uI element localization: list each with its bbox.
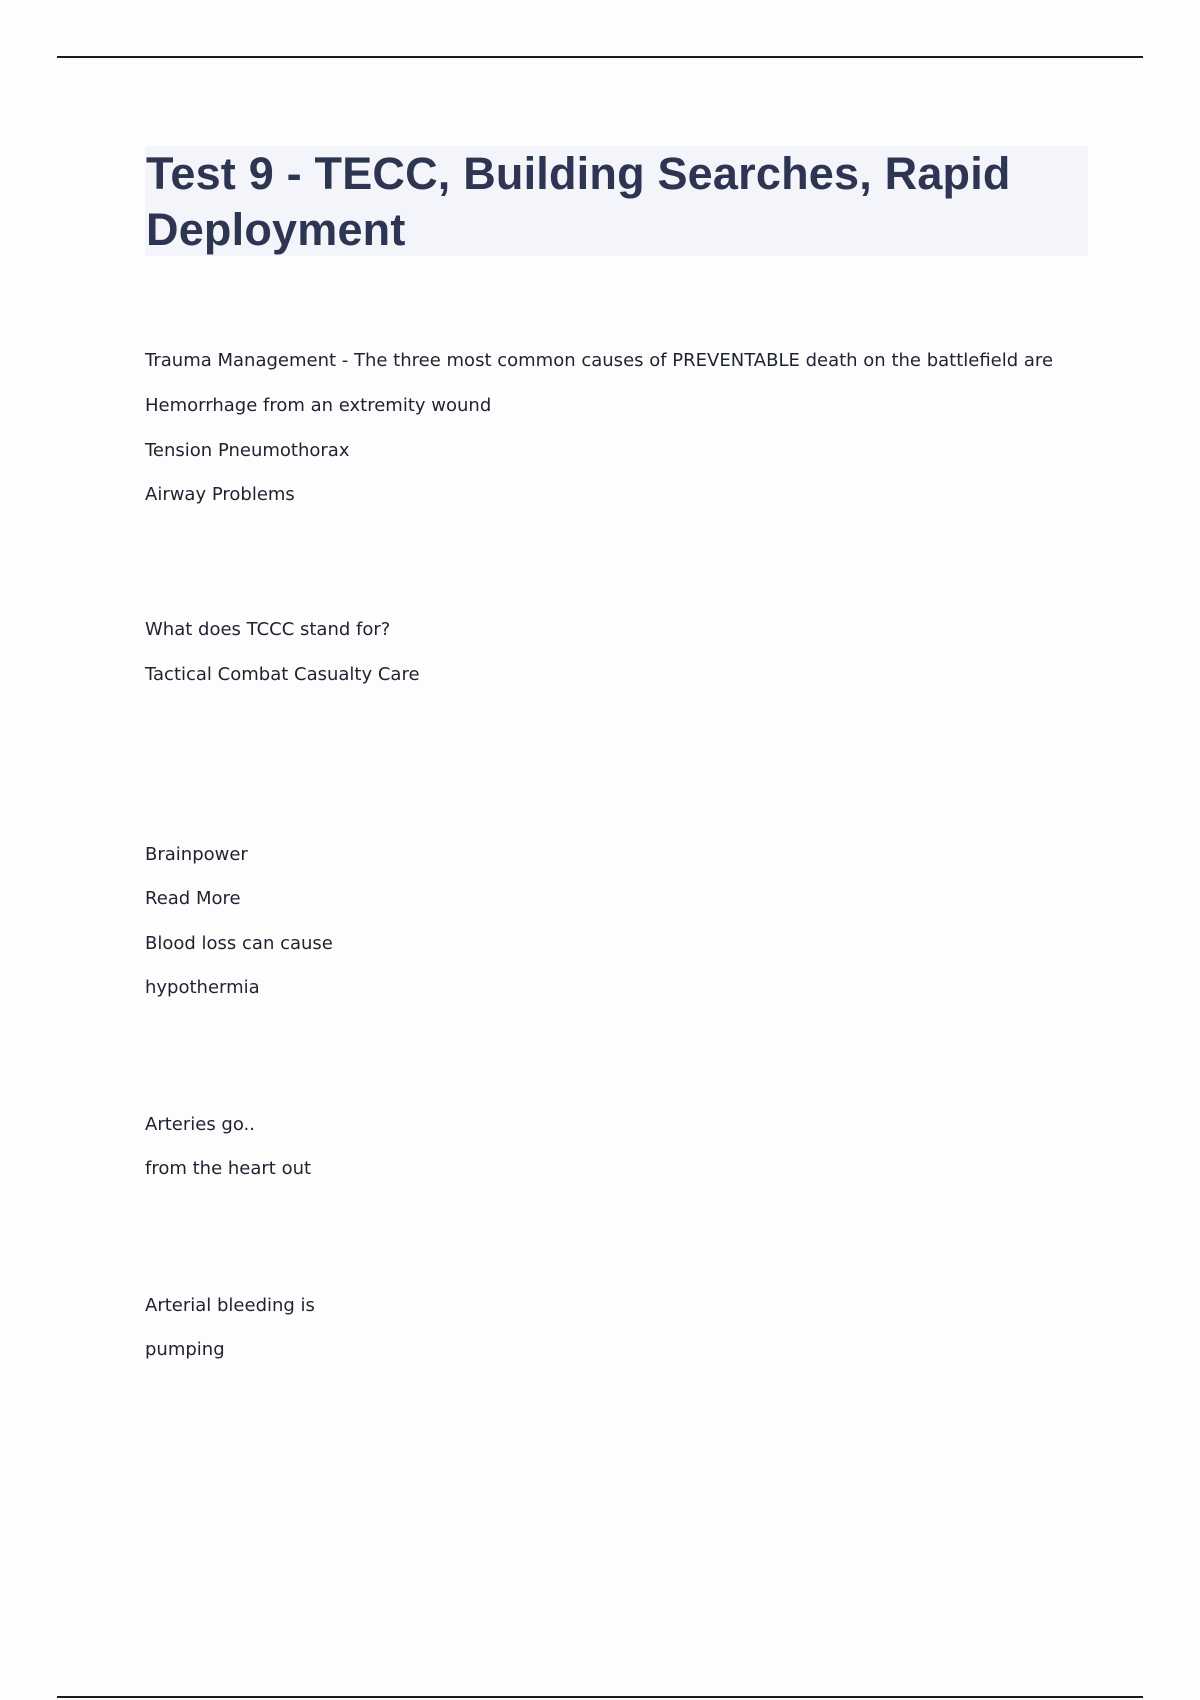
card-spacer — [145, 703, 1105, 838]
card-definition-line: Airway Problems — [145, 484, 295, 505]
card-definition-line: hypothermia — [145, 977, 260, 998]
card-term: Blood loss can cause — [145, 933, 333, 954]
header-rule — [57, 56, 1143, 58]
card-term: Arteries go.. — [145, 1114, 255, 1135]
read-more-link[interactable]: Read More — [145, 888, 241, 909]
card-term: Brainpower — [145, 844, 248, 865]
card-spacer — [145, 1197, 1105, 1289]
card-definition-line: Hemorrhage from an extremity wound — [145, 395, 492, 416]
card-term: Trauma Management - The three most common causes of PREVENTABLE death on the battlefield are — [145, 350, 1054, 371]
footer-rule — [57, 1696, 1143, 1698]
card-spacer — [145, 523, 1105, 613]
card-definition-line: from the heart out — [145, 1158, 312, 1179]
card-definition-line: pumping — [145, 1339, 225, 1360]
card-term: Arterial bleeding is — [145, 1295, 315, 1316]
flashcard-list — [145, 344, 1105, 1378]
card-definition-line: Tension Pneumothorax — [145, 440, 350, 461]
card-definition-line: Tactical Combat Casualty Care — [145, 664, 420, 685]
card-spacer — [145, 1016, 1105, 1108]
card-term: What does TCCC stand for? — [145, 619, 391, 640]
document-title: Test 9 - TECC, Building Searches, Rapid Deployment — [146, 148, 1011, 255]
